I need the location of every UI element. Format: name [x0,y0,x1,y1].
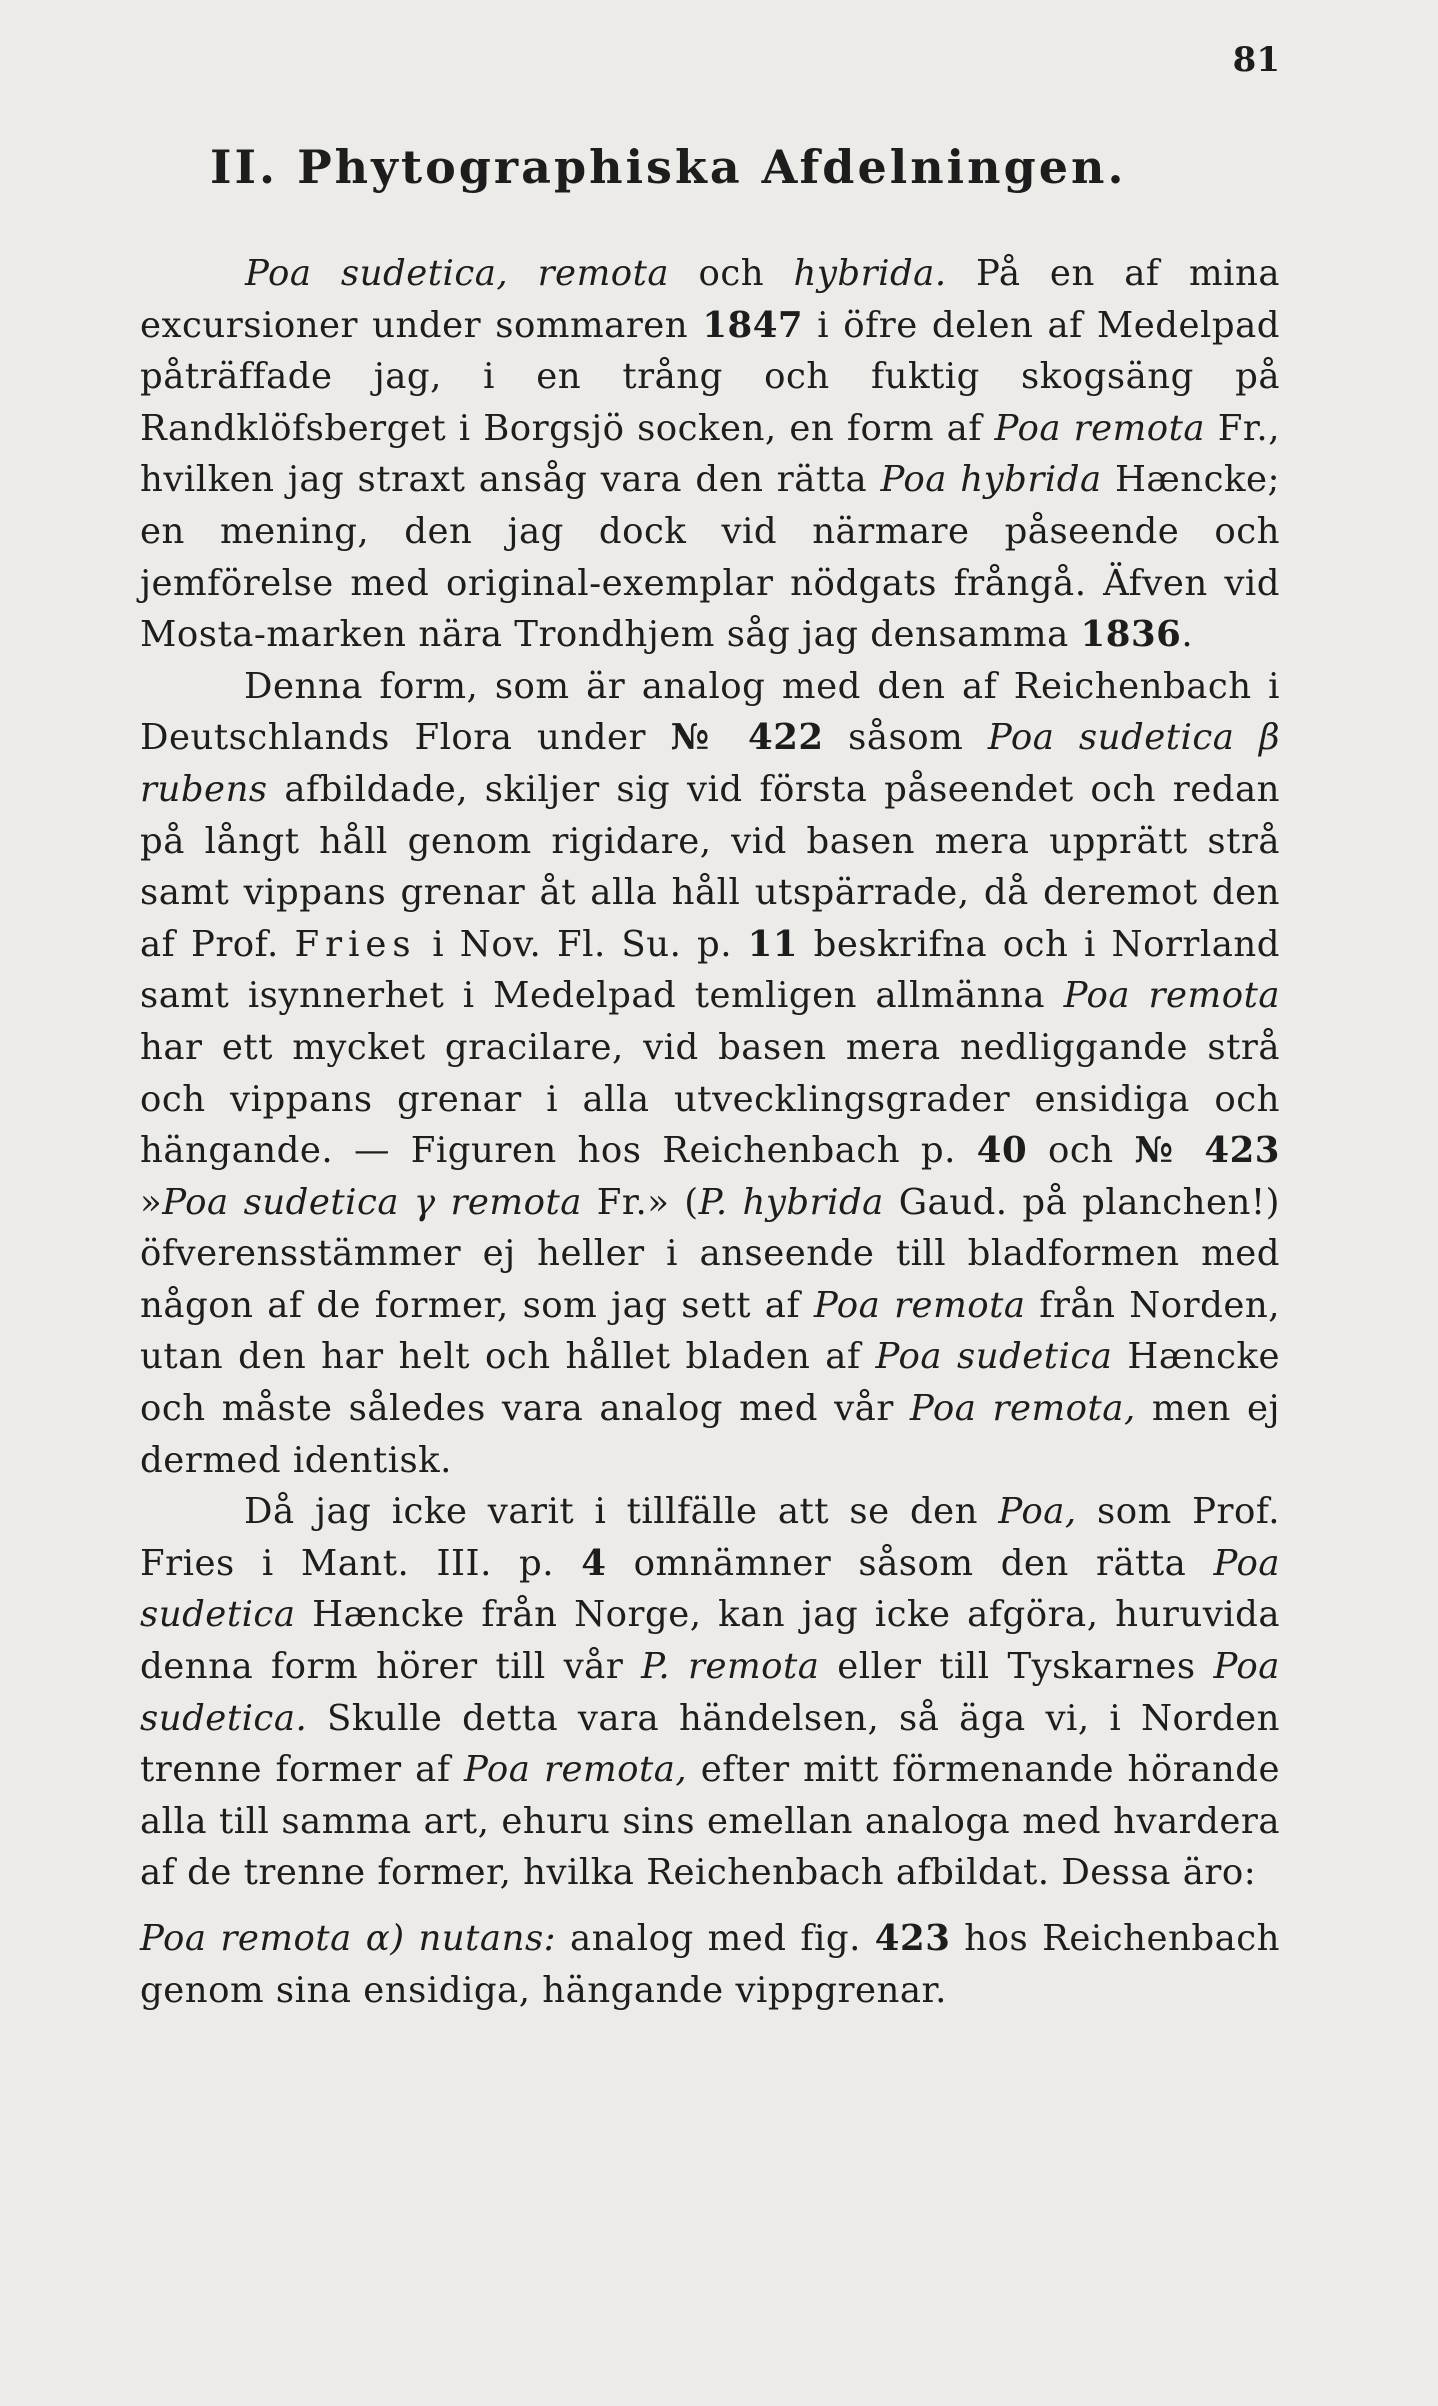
text-run: omnämner såsom den rätta [606,1542,1214,1584]
number-ref: 40 [976,1130,1028,1172]
text-run: » [140,1181,163,1223]
text-run: i Nov. Fl. Su. p. [416,923,748,965]
italic-taxon: Poa sudetica, remota [245,253,670,294]
text-run: beskrifna och i Norrland samt isynnerhet i Medelpad temligen allmänna [140,923,1280,1017]
number-ref: 4 [581,1542,607,1584]
year: 1836 [1080,614,1182,656]
paragraph-3 [140,1486,1280,1899]
number-ref: 11 [747,923,799,965]
italic-taxon: Poa sudetica γ remota [162,1181,582,1223]
italic-taxon: Poa sudetica β rubens [140,717,1280,810]
number-ref: № 423 [1134,1130,1280,1172]
year: 1847 [702,304,804,346]
italic-taxon: Poa remota [994,407,1206,449]
text-run: Fr.» ( [581,1181,699,1223]
italic-taxon: Poa sudetica [875,1336,1113,1378]
italic-taxon: Poa hybrida [880,459,1102,501]
text-run: Hæncke; en mening, den jag dock vid närmare påseende och jemförelse med original-exemplar nödgats frångå. Äfven vid Mosta-marken nära Trondhjem såg jag densamma [140,459,1280,656]
text-run: såsom [823,717,988,759]
text-run: . [1181,614,1194,656]
italic-taxon: Poa remota, [909,1388,1136,1430]
number-ref: 423 [874,1918,951,1959]
paragraph-2 [140,661,1280,1487]
page-number: 81 [1232,40,1280,80]
text-run: eller till Tyskarnes [819,1646,1214,1688]
text-run: men ej dermed identisk. [140,1388,1281,1481]
text-run: hos Reichenbach genom sina ensidiga, hängande vippgrenar. [140,1918,1280,2011]
section-heading: II. Phytographiska Afdelningen. [210,140,1127,194]
text-run: och [1027,1130,1135,1172]
italic-taxon: Poa remota, [463,1749,688,1791]
italic-taxon: Poa sudetica [140,1542,1281,1636]
italic-taxon: Poa remota [1063,975,1280,1017]
italic-taxon: Poa sudetica. [140,1646,1280,1739]
text-run: afbildade, skiljer sig vid första påseendet och redan på långt håll genom rigidare, vid basen mera upprätt strå samt vippans grenar åt alla håll utspärrade, då deremot den af Prof. [140,768,1280,965]
text-run: Denna form, som är analog med den af Reichenbach i Deutschlands Flora under [140,665,1280,759]
paragraph-1 [140,248,1280,661]
species-entry [140,1913,1280,2016]
italic-taxon: P. remota [641,1646,820,1688]
text-run: som Prof. Fries i Mant. III. p. [140,1491,1280,1584]
species-name: Poa remota α) nutans: [140,1918,557,1959]
text-run: från Norden, utan den har helt och hållet bladen af [140,1284,1280,1378]
text-run: efter mitt förmenande hörande alla till samma art, ehuru sins emellan analoga med hvardera af de trenne former, hvilka Reichenbach afbildat. Dessa äro: [140,1749,1281,1894]
number-ref: № 422 [670,717,824,759]
text-run: har ett mycket gracilare, vid basen mera nedliggande strå och vippans grenar i alla utvecklingsgrader ensidiga och hängande. — Figuren hos Reichenbach p. [140,1026,1280,1172]
body-text [140,248,1280,2016]
text-run: Då jag icke varit i tillfälle att se den [244,1491,999,1533]
text-run: Hæncke från Norge, kan jag icke afgöra, huruvida denna form hörer till vår [140,1594,1280,1688]
text-run: Hæncke och måste således vara analog med vår [140,1336,1280,1430]
author-name: Fries [294,923,417,965]
italic-taxon: hybrida. [793,253,947,294]
text-run: och [669,253,794,294]
text-run: analog med fig. [556,1918,875,1959]
italic-taxon: Poa remota [813,1284,1026,1326]
text-run: Gaud. på planchen!) öfverensstämmer ej heller i anseende till bladformen med någon af de former, som jag sett af [140,1181,1281,1326]
text-run: i öfre delen af Medelpad påträffade jag, i en trång och fuktig skogsäng på Randklöfsberget i Borgsjö socken, en form af [140,304,1280,449]
text-run: Skulle detta vara händelsen, så äga vi, i Norden trenne former af [140,1697,1280,1791]
text-run: På en af mina excursioner under sommaren [140,253,1280,346]
italic-taxon: Poa, [998,1491,1077,1533]
italic-taxon: P. hybrida [698,1181,884,1223]
text-run: Fr., hvilken jag straxt ansåg vara den rätta [140,407,1281,501]
